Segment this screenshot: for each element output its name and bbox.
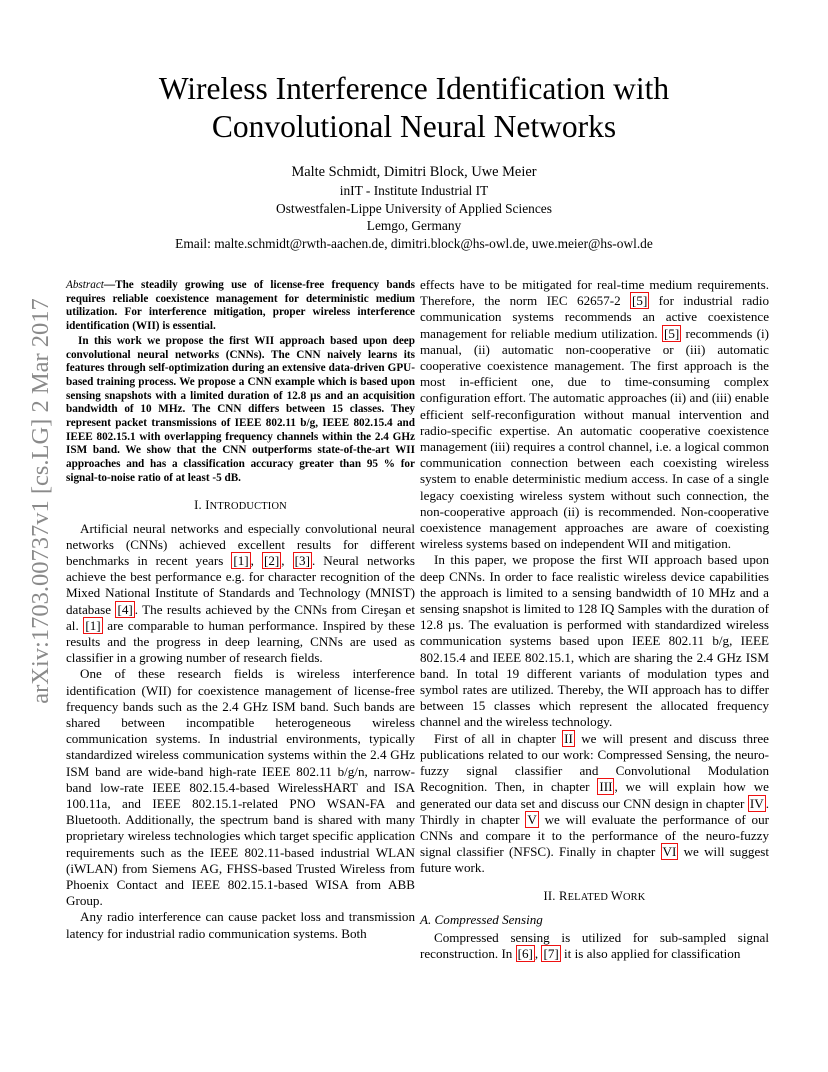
- text: ,: [281, 552, 293, 568]
- section-number: I.: [194, 497, 206, 512]
- section-heading-introduction: [66, 498, 415, 513]
- text: effects have to be mitigated for real-time medium requirements. Therefore, the norm IEC 62657-2: [420, 277, 769, 309]
- citation-link[interactable]: [1]: [233, 552, 249, 568]
- affiliation-university: Ostwestfalen-Lippe University of Applied Sciences: [276, 200, 552, 216]
- section-rest: ELATED: [567, 891, 611, 903]
- intro-paragraph-3: Any radio interference can cause packet loss and transmission latency for industrial radio communication systems. Both: [66, 909, 415, 941]
- section-rest: NTRODUCTION: [209, 500, 287, 512]
- text: are comparable to human performance. Inspired by these results and the progress in deep learning, CNNs are used as classifier in a growing number of research fields.: [66, 617, 415, 666]
- citation-link[interactable]: [5]: [632, 293, 648, 309]
- arxiv-id: arXiv:1703.00737v1 [cs.LG] 2 Mar 2017: [27, 298, 54, 704]
- citation-link[interactable]: [4]: [117, 601, 133, 617]
- citation-link[interactable]: [6]: [517, 945, 533, 961]
- text: . Thirdly in chapter: [420, 795, 769, 827]
- text: recommends (i) manual, (ii) automatic non-cooperative or (iii) automatic cooperative coexistence management. The first approach is the most in-efficient one, due to time-consuming complex configuration effort. The automatic approaches (ii) and (iii) enable efficient self-reconfiguration without manual intervention and radio-specific expertise. An automatic cooperative coexistence management (iii) requires a control channel, i.e. a logical common communication connection between each coexisting wireless system to enable deterministic medium access. In case of a single legacy coexisting wireless system without such connection, the non-cooperative approach (ii) is recommended. Non-cooperative coexistence management approaches are aware of coexisting wireless systems based on independent WII and mitigation.: [420, 325, 769, 552]
- body-paragraph-outline: [420, 731, 769, 877]
- text: . The results achieved by the CNNs from Cireşan et al.: [66, 601, 416, 633]
- text: First of all in chapter: [434, 730, 563, 746]
- chapter-link[interactable]: VI: [662, 844, 677, 860]
- paper-title: Wireless Interference Identification with Convolutional Neural Networks: [158, 71, 670, 144]
- chapter-link[interactable]: IV: [749, 795, 764, 811]
- section-initial: W: [610, 888, 623, 903]
- author-emails: Email: malte.schmidt@rwth-aachen.de, dimitri.block@hs-owl.de, uwe.meier@hs-owl.de: [175, 235, 653, 251]
- text: we will evaluate the performance of our CNNs and compare it to the performance of the neuro-fuzzy signal classifier (NFSC). Finally in chapter: [420, 811, 769, 860]
- arxiv-sidebar-stamp: [20, 291, 62, 711]
- section-initial: I: [205, 497, 210, 512]
- text: Artificial neural networks and especially convolutional neural networks (CNNs) achieved excellent results for different benchmarks in recent years: [66, 520, 415, 568]
- citation-link[interactable]: [7]: [543, 945, 559, 961]
- chapter-link[interactable]: III: [599, 779, 613, 795]
- author-block: [100, 163, 728, 252]
- text: it is also applied for classification: [560, 945, 741, 961]
- left-column: [66, 279, 415, 942]
- section-rest: ORK: [622, 891, 646, 903]
- text: ,: [250, 552, 263, 568]
- affiliation-institute: inIT - Institute Industrial IT: [339, 183, 489, 198]
- citation-link[interactable]: [2]: [264, 552, 280, 568]
- body-paragraph-proposal: In this paper, we propose the first WII approach based upon deep CNNs. In order to face realistic wireless device capabilities the approach is limited to a sensing bandwidth of 10 MHz and a sensing snapshot is limited to 128 IQ Samples with the duration of 12.8 µs. The evaluation is performed with standardized wireless communication systems based upon IEEE 802.11 b/g, IEEE 802.15.4 and IEEE 802.15.1, which are sharing the 2.4 GHz ISM band. In total 19 different variants of modulation types and symbol rates are utilized. Thereby, the WII approach has to differ between 15 classes which represent the allocated frequency channel and the wireless technology.: [420, 552, 769, 730]
- abstract-paragraph-2: In this work we propose the first WII approach based upon deep convolutional neural networks (CNNs). The CNN naively learns its features through self-optimization during an extensive data-driven GPU-based training process. We propose a CNN example which is based upon sensing snapshots with a limited duration of 12.8 µs and an acquisition bandwidth of 10 MHz. The CNN differs between 15 classes. They represent packet transmissions of IEEE 802.11 b/g, IEEE 802.15.4 and IEEE 802.15.1 with overlapping frequency channels within the 2.4 GHz ISM band. We show that the CNN outperforms state-of-the-art WII approaches and has a classification accuracy greater than 95 % for signal-to-noise ratio of at least -5 dB.: [66, 334, 415, 484]
- text: we will present and discuss three publications related to our work: Compressed Sensing, the neuro-fuzzy signal classifier and Convolutional Modulation Recognition. Then, in chapter: [420, 730, 769, 795]
- chapter-link[interactable]: V: [527, 811, 537, 827]
- abstract-text-1: —The steadily growing use of license-free frequency bands requires reliable coexistence management for deterministic medium utilization. For interference mitigation, proper wireless interference identification (WII) is essential.: [66, 279, 415, 333]
- citation-link[interactable]: [1]: [85, 617, 101, 633]
- abstract-lead: Abstract: [66, 279, 104, 291]
- abstract-paragraph-1: [66, 279, 415, 334]
- citation-link[interactable]: [3]: [294, 552, 310, 568]
- chapter-link[interactable]: II: [564, 730, 573, 746]
- affiliation-location: Lemgo, Germany: [366, 218, 462, 234]
- citation-link[interactable]: [5]: [663, 325, 680, 341]
- text: ,: [534, 945, 542, 961]
- text: . Neural networks achieve the best performance e.g. for character recognition of the Mixed National Institute of Standards and Technology (MNIST) database: [66, 552, 415, 617]
- section-number: II.: [543, 888, 559, 903]
- section-initial: R: [559, 888, 568, 903]
- text: for industrial radio communication systems recommends an active coexistence management for reliable medium utilization.: [420, 293, 770, 341]
- section-heading-related-work: [420, 889, 769, 904]
- text: , we will explain how we generated our data set and discuss our CNN design in chapter: [420, 779, 769, 811]
- body-paragraph-coexistence: [420, 277, 769, 552]
- text: we will suggest future work.: [420, 844, 769, 876]
- body-paragraph-compressed-sensing: [420, 930, 769, 962]
- intro-paragraph-2: One of these research fields is wireless interference identification (WII) for coexistence management of license-free frequency bands such as the 2.4 GHz ISM band. Such bands are shared between incompatible heterogeneous wireless communication systems. In industrial environments, typically standardized wireless communication systems within the 2.4 GHz ISM band are wide-band high-rate IEEE 802.11 b/g/n, narrow-band low-rate IEEE 802.15.4-based WirelessHART and ISA 100.11a, and IEEE 802.15.1-related PNO WSAN-FA and Bluetooth. Additionally, the spectrum band is shared with many proprietary wireless technologies which target specific application requirements such as the IEEE 802.11-based industrial WLAN (iWLAN) from Siemens AG, FHSS-based Trusted Wireless from Phoenix Contact and IEEE 802.15.1-based WISA from ABB Group.: [66, 666, 415, 909]
- right-column: [420, 277, 769, 962]
- text: Compressed sensing is utilized for sub-sampled signal reconstruction. In: [420, 929, 769, 961]
- author-names: Malte Schmidt, Dimitri Block, Uwe Meier: [291, 164, 537, 180]
- intro-paragraph-1: [66, 521, 415, 667]
- subsection-heading-compressed-sensing: A. Compressed Sensing: [420, 911, 543, 927]
